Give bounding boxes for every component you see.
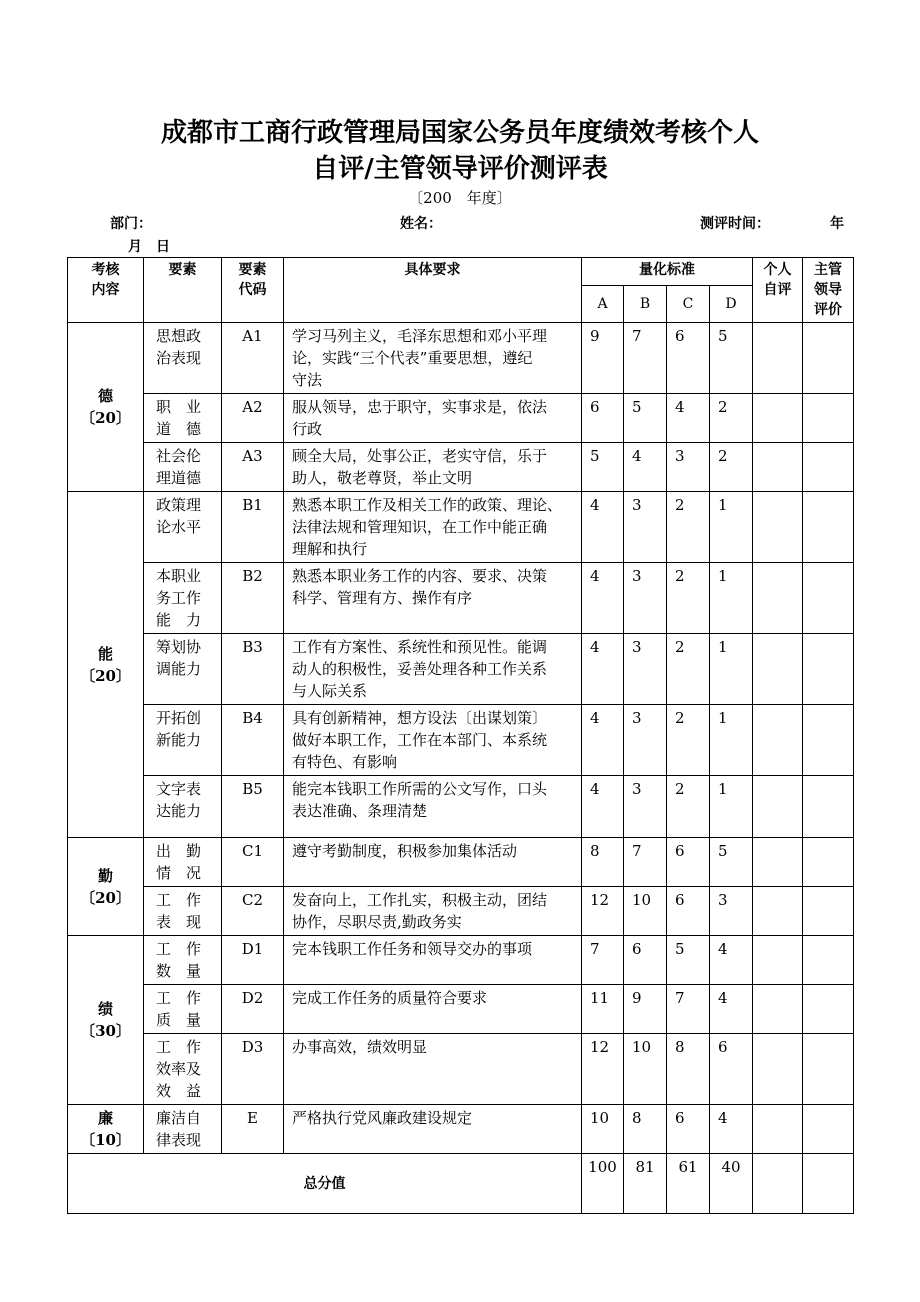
category-weight: 〔20〕 [80,409,131,427]
score-cell: 5 [582,443,624,492]
element-line: 社会伦 [156,447,202,465]
self-eval-cell[interactable] [753,394,803,443]
score-cell: 4 [582,492,624,563]
grade-a-header: A [582,286,624,323]
requirement-line: 发奋向上，工作扎实，积极主动，团结 [292,891,548,909]
requirement-line: 办事高效，绩效明显 [292,1038,428,1056]
category-weight: 〔20〕 [80,888,131,907]
table-row [68,394,854,443]
code-cell: D1 [222,936,284,985]
element-cell [144,394,222,443]
table-row [68,492,854,563]
score-cell: 6 [710,1034,753,1105]
requirement-line: 法律法规和管理知识，在工作中能正确 [292,518,548,536]
header-element: 要素 [144,258,222,323]
score-cell: 4 [624,443,667,492]
requirement-line: 科学、管理有方、操作有序 [292,589,473,607]
requirement-line: 助人，敬老尊贤，举止文明 [292,469,473,487]
score-cell: 11 [582,985,624,1034]
element-line: 务工作 [156,589,202,607]
element-line: 数 量 [156,962,202,980]
score-cell: 10 [624,887,667,936]
score-cell: 4 [582,634,624,705]
score-cell: 10 [582,1105,624,1154]
code-cell: B4 [222,705,284,776]
score-cell: 2 [710,394,753,443]
score-cell: 4 [582,705,624,776]
element-line: 治表现 [156,349,202,367]
header-self-eval: 个人 自评 [753,258,803,323]
name-label: 姓名： [400,216,442,232]
leader-eval-cell[interactable] [803,1034,854,1105]
code-cell: A2 [222,394,284,443]
score-cell: 6 [667,323,710,394]
element-cell [144,887,222,936]
score-cell: 2 [667,492,710,563]
leader-eval-cell[interactable] [803,634,854,705]
table-row [68,776,854,838]
code-cell: D2 [222,985,284,1034]
score-cell: 2 [667,634,710,705]
requirement-line: 动人的积极性，妥善处理各种工作关系 [292,660,548,678]
score-cell: 9 [624,985,667,1034]
requirement-line: 完成工作任务的质量符合要求 [292,989,488,1007]
total-label: 总分值 [68,1154,582,1214]
score-cell: 4 [710,985,753,1034]
requirement-cell [284,838,582,887]
element-cell [144,705,222,776]
element-line: 廉洁自 [156,1109,202,1127]
requirement-line: 有特色、有影响 [292,753,398,771]
element-cell [144,323,222,394]
score-cell: 3 [624,492,667,563]
element-line: 职 业 [156,398,202,416]
element-line: 工 作 [156,989,202,1007]
header-leader-eval: 主管 领导 评价 [803,258,854,323]
score-cell: 12 [582,1034,624,1105]
score-cell: 1 [710,776,753,838]
score-cell: 2 [667,776,710,838]
code-cell: A3 [222,443,284,492]
requirement-cell [284,323,582,394]
header-category: 考核 内容 [68,258,144,323]
requirement-cell [284,492,582,563]
total-leader-eval[interactable] [803,1154,854,1214]
score-cell: 4 [710,1105,753,1154]
element-line: 思想政 [156,327,202,345]
requirement-line: 能完本钱职工作所需的公文写作，口头 [292,780,548,798]
requirement-line: 严格执行党风廉政建设规定 [292,1109,473,1127]
table-row [68,887,854,936]
requirement-line: 论，实践“三个代表”重要思想，遵纪 [292,349,533,367]
element-line: 开拓创 [156,709,202,727]
requirement-cell [284,936,582,985]
code-cell: E [222,1105,284,1154]
element-cell [144,936,222,985]
leader-eval-cell[interactable] [803,705,854,776]
code-cell: B5 [222,776,284,838]
code-cell: B3 [222,634,284,705]
element-line: 出 勤 [156,842,202,860]
table-row [68,443,854,492]
score-cell: 5 [667,936,710,985]
element-line: 能 力 [156,611,202,629]
table-row [68,1034,854,1105]
element-line: 道 德 [156,420,202,438]
score-cell: 5 [624,394,667,443]
category-name: 廉 [97,1109,113,1127]
self-eval-cell[interactable] [753,323,803,394]
element-line: 论水平 [156,518,202,536]
score-cell: 2 [667,705,710,776]
score-cell: 5 [710,323,753,394]
element-line: 新能力 [156,731,202,749]
requirement-line: 协作，尽职尽责,勤政务实 [292,913,462,931]
category-cell [68,1105,144,1154]
score-cell: 3 [710,887,753,936]
header-standard: 量化标准 [582,258,753,286]
self-eval-cell[interactable] [753,443,803,492]
requirement-line: 理解和执行 [292,540,368,558]
grade-d-header: D [710,286,753,323]
requirement-line: 熟悉本职业务工作的内容、要求、决策 [292,567,548,585]
score-cell: 3 [624,705,667,776]
requirement-line: 熟悉本职工作及相关工作的政策、理论、 [292,496,563,514]
score-cell: 2 [667,563,710,634]
score-cell: 2 [710,443,753,492]
self-eval-cell[interactable] [753,492,803,563]
element-line: 筹划协 [156,638,202,656]
code-cell: D3 [222,1034,284,1105]
leader-eval-cell[interactable] [803,838,854,887]
element-line: 律表现 [156,1131,202,1149]
requirement-line: 遵守考勤制度，积极参加集体活动 [292,842,518,860]
table-row [68,936,854,985]
form-title-line1: 成都市工商行政管理局国家公务员年度绩效考核个人 [160,118,759,148]
requirement-cell [284,1105,582,1154]
score-cell: 9 [582,323,624,394]
leader-eval-cell[interactable] [803,394,854,443]
score-cell: 3 [667,443,710,492]
requirement-cell [284,634,582,705]
category-name: 勤 [97,866,113,885]
element-line: 理道德 [156,469,202,487]
score-cell: 7 [582,936,624,985]
grade-b-header: B [624,286,667,323]
header-code: 要素 代码 [222,258,284,323]
requirement-cell [284,705,582,776]
evaluation-table [67,257,854,1214]
score-cell: 12 [582,887,624,936]
table-row [68,705,854,776]
table-row [68,985,854,1034]
form-year: 〔200 年度〕 [408,189,512,207]
form-title-line2: 自评/主管领导评价测评表 [312,154,608,184]
category-name: 德 [97,387,113,405]
category-cell [68,838,144,936]
category-name: 能 [97,644,113,663]
requirement-line: 与人际关系 [292,682,368,700]
grade-c-header: C [667,286,710,323]
table-row [68,634,854,705]
code-cell: C1 [222,838,284,887]
table-row [68,1105,854,1154]
element-line: 达能力 [156,802,202,820]
self-eval-cell[interactable] [753,936,803,985]
leader-eval-cell[interactable] [803,443,854,492]
score-cell: 6 [667,838,710,887]
code-cell: A1 [222,323,284,394]
requirement-line: 做好本职工作，工作在本部门、本系统 [292,731,548,749]
leader-eval-cell[interactable] [803,985,854,1034]
requirement-line: 行政 [292,420,323,438]
header-requirement: 具体要求 [284,258,582,323]
leader-eval-cell[interactable] [803,563,854,634]
category-weight: 〔30〕 [80,1022,131,1040]
score-cell: 4 [582,776,624,838]
element-line: 文字表 [156,780,202,798]
total-score-c: 61 [667,1154,710,1214]
requirement-line: 守法 [292,371,323,389]
category-cell [68,323,144,492]
score-cell: 6 [667,1105,710,1154]
requirement-line: 完本钱职工作任务和领导交办的事项 [292,940,533,958]
element-cell [144,1105,222,1154]
score-cell: 7 [667,985,710,1034]
date-label: 测评时间： [700,216,770,232]
self-eval-cell[interactable] [753,985,803,1034]
element-cell [144,634,222,705]
requirement-line: 学习马列主义，毛泽东思想和邓小平理 [292,327,548,345]
requirement-cell [284,443,582,492]
score-cell: 3 [624,634,667,705]
leader-eval-cell[interactable] [803,1105,854,1154]
dept-label: 部门： [110,216,152,232]
element-line: 工 作 [156,940,202,958]
element-line: 政策理 [156,496,202,514]
category-weight: 〔20〕 [80,666,131,685]
element-cell [144,985,222,1034]
score-cell: 3 [624,563,667,634]
leader-eval-cell[interactable] [803,492,854,563]
total-score-a: 100 [582,1154,624,1214]
element-cell [144,563,222,634]
score-cell: 1 [710,492,753,563]
self-eval-cell[interactable] [753,563,803,634]
category-name: 绩 [97,1000,113,1018]
element-cell [144,492,222,563]
requirement-line: 工作有方案性、系统性和预见性。能调 [292,638,548,656]
leader-eval-cell[interactable] [803,936,854,985]
self-eval-cell[interactable] [753,705,803,776]
self-eval-cell[interactable] [753,1105,803,1154]
score-cell: 7 [624,838,667,887]
element-cell [144,1034,222,1105]
requirement-cell [284,985,582,1034]
score-cell: 4 [667,394,710,443]
requirement-cell [284,394,582,443]
element-line: 调能力 [156,660,202,678]
category-cell [68,936,144,1105]
element-cell [144,838,222,887]
score-cell: 3 [624,776,667,838]
element-line: 表 现 [156,913,202,931]
self-eval-cell[interactable] [753,1034,803,1105]
leader-eval-cell[interactable] [803,323,854,394]
category-weight: 〔10〕 [80,1131,131,1149]
score-cell: 6 [667,887,710,936]
self-eval-cell[interactable] [753,776,803,838]
leader-eval-cell[interactable] [803,776,854,838]
score-cell: 5 [710,838,753,887]
code-cell: B1 [222,492,284,563]
table-row [68,838,854,887]
requirement-line: 顾全大局，处事公正，老实守信，乐于 [292,447,548,465]
element-line: 情 况 [156,864,202,882]
leader-eval-cell[interactable] [803,887,854,936]
element-cell [144,443,222,492]
element-line: 工 作 [156,1038,202,1056]
month-day-label: 月 日 [128,239,170,255]
element-line: 质 量 [156,1011,202,1029]
element-line: 本职业 [156,567,202,585]
score-cell: 1 [710,563,753,634]
score-cell: 6 [582,394,624,443]
code-cell: B2 [222,563,284,634]
score-cell: 10 [624,1034,667,1105]
code-cell: C2 [222,887,284,936]
score-cell: 1 [710,705,753,776]
score-cell: 8 [667,1034,710,1105]
score-cell: 7 [624,323,667,394]
requirement-cell [284,776,582,838]
category-cell [68,492,144,838]
score-cell: 8 [582,838,624,887]
year-label: 年 [830,216,844,232]
self-eval-cell[interactable] [753,634,803,705]
element-line: 效 益 [156,1082,202,1100]
score-cell: 1 [710,634,753,705]
self-eval-cell[interactable] [753,838,803,887]
requirement-line: 服从领导，忠于职守，实事求是，依法 [292,398,548,416]
score-cell: 6 [624,936,667,985]
requirement-line: 表达准确、条理清楚 [292,802,428,820]
requirement-line: 具有创新精神，想方设法〔出谋划策〕 [292,709,548,727]
total-self-eval[interactable] [753,1154,803,1214]
self-eval-cell[interactable] [753,887,803,936]
score-cell: 4 [582,563,624,634]
table-row [68,323,854,394]
requirement-cell [284,1034,582,1105]
requirement-cell [284,887,582,936]
score-cell: 4 [710,936,753,985]
total-score-d: 40 [710,1154,753,1214]
requirement-cell [284,563,582,634]
element-line: 效率及 [156,1060,202,1078]
element-cell [144,776,222,838]
score-cell: 8 [624,1105,667,1154]
element-line: 工 作 [156,891,202,909]
table-row [68,563,854,634]
total-score-b: 81 [624,1154,667,1214]
